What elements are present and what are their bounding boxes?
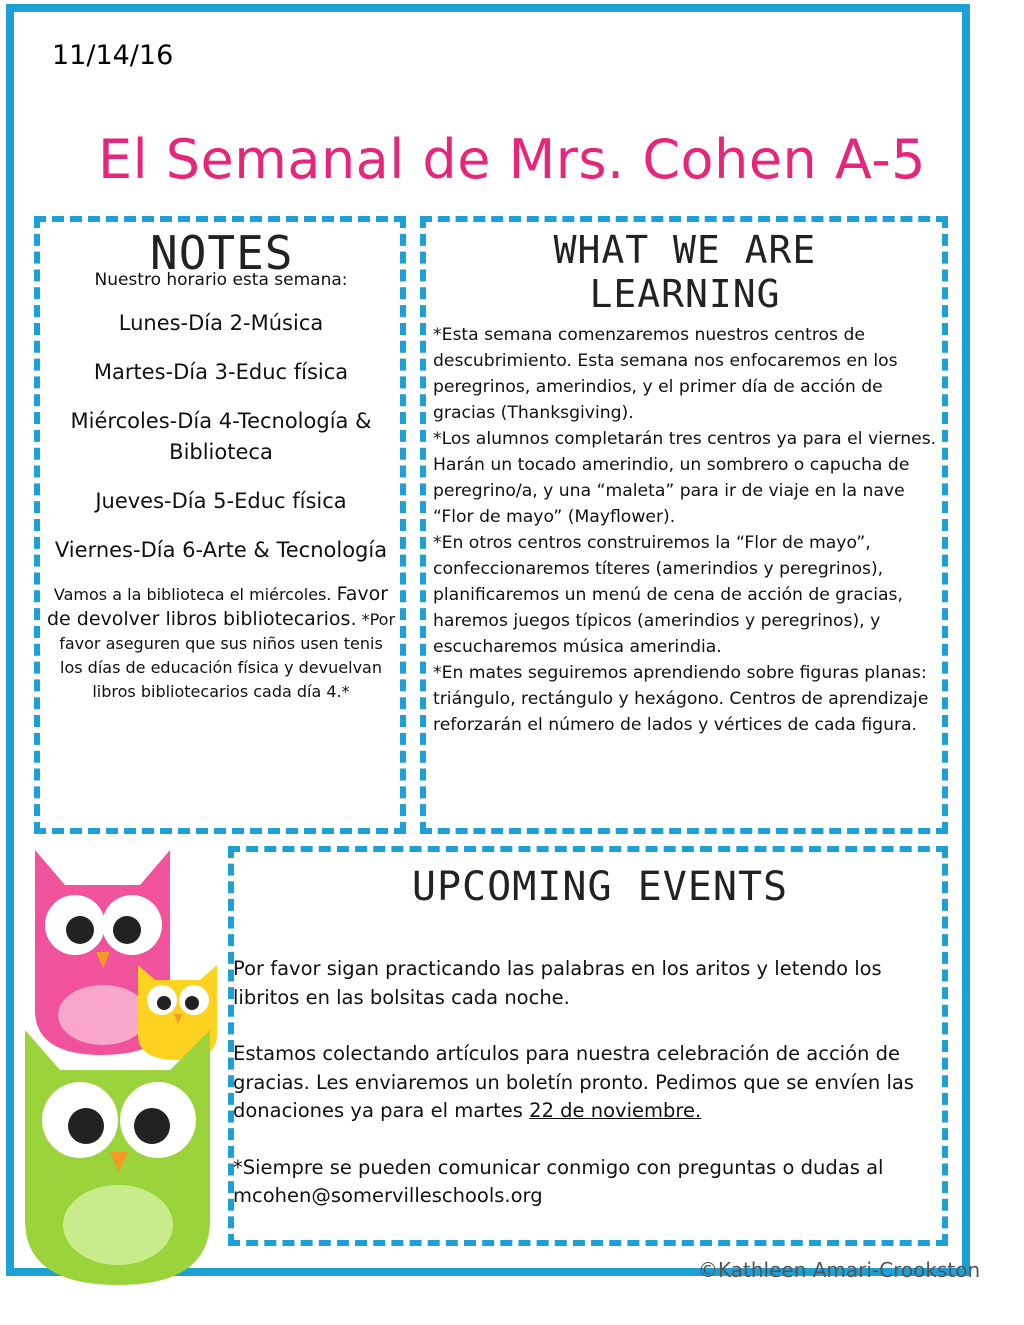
library-note: Vamos a la biblioteca el miércoles. [53, 585, 332, 604]
events-paragraph [233, 1040, 933, 1126]
schedule-day: Jueves-Día 5-Educ física [95, 489, 347, 513]
owls-illustration [20, 830, 240, 1290]
donation-deadline: 22 de noviembre. [529, 1099, 702, 1122]
schedule-day: Martes-Día 3-Educ física [93, 360, 349, 384]
notes-heading: NOTES [150, 226, 294, 280]
learning-paragraph: *Los alumnos completarán tres centros ya para el viernes. Harán un tocado amerindio, un sombrero o capucha de peregrino/a, y una “maleta” para ir de viaje en la nave “Flor de mayo” (Mayflower). [433, 429, 937, 527]
schedule-day: Lunes-Día 2-Música [118, 311, 324, 335]
green-owl-icon [25, 1030, 210, 1285]
schedule-day: Miércoles-Día 4-Tecnología & Biblioteca [70, 409, 372, 464]
events-content [233, 955, 933, 1239]
events-paragraph: Por favor sigan practicando las palabras en los aritos y letendo los libritos en las bolsitas cada noche. [233, 957, 882, 1009]
notes-footer [46, 582, 396, 704]
schedule-subtitle: Nuestro horario esta semana: [94, 270, 348, 290]
return-books-note: Favor de devolver libros bibliotecarios. [46, 583, 389, 630]
learning-paragraph: *En otros centros construiremos la “Flor de mayo”, confeccionaremos títeres (amerindios y peregrinos), planificaremos un menú de cena de acción de gracias, haremos juegos típicos (amerindios y peregrinos), y escucharemos música amerindia. [433, 533, 903, 657]
newsletter-title: El Semanal de Mrs. Cohen A-5 [97, 128, 927, 191]
newsletter-date: 11/14/16 [52, 40, 174, 71]
learning-paragraph: *En mates seguiremos aprendiendo sobre figuras planas: triángulo, rectángulo y hexágono. Centros de aprendizaje reforzarán el número de lados y vértices de cada figura. [433, 663, 929, 735]
learning-heading: WHAT WE ARE LEARNING [553, 228, 817, 316]
events-heading: UPCOMING EVENTS [411, 864, 789, 910]
sneakers-note: *Por favor aseguren que sus niños usen tenis los días de educación física y devuelvan libros bibliotecarios cada día 4.* [59, 610, 396, 701]
copyright-credit: ©Kathleen Amari-Crookston [698, 1258, 981, 1282]
notes-content [46, 266, 396, 704]
donations-text: Estamos colectando artículos para nuestra celebración de acción de gracias. Les enviaremos un boletín pronto. Pedimos que se envíen las donaciones ya para el martes [233, 1042, 914, 1122]
learning-paragraph: *Esta semana comenzaremos nuestros centros de descubrimiento. Esta semana nos enfocaremos en los peregrinos, amerindios, y el primer día de acción de gracias (Thanksgiving). [433, 325, 898, 423]
contact-paragraph: *Siempre se pueden comunicar conmigo con preguntas o dudas al mcohen@somervilleschools.org [233, 1155, 884, 1207]
schedule-day: Viernes-Día 6-Arte & Tecnología [54, 538, 388, 562]
learning-content [433, 322, 938, 738]
